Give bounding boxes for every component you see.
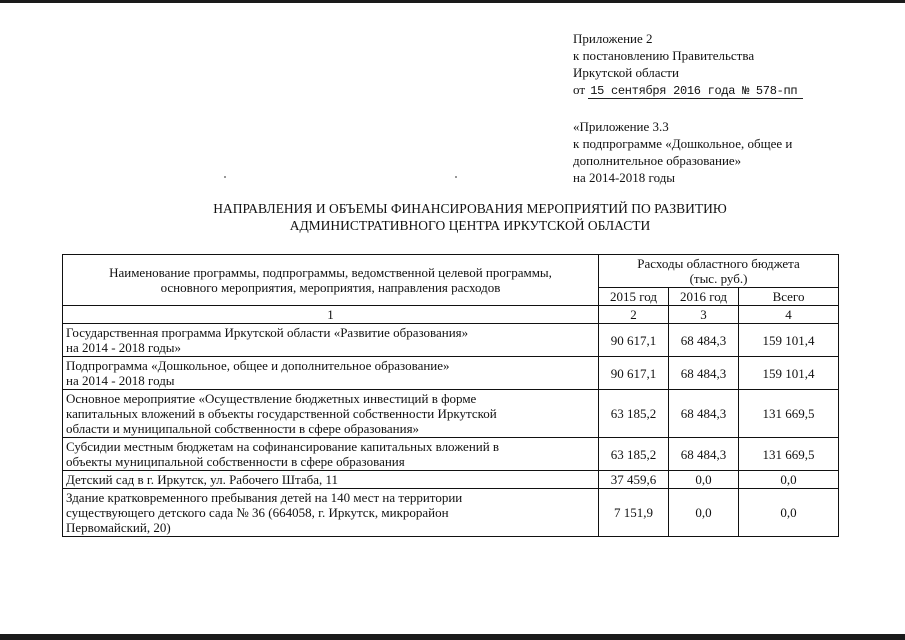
subannex-block	[573, 118, 873, 186]
row-name	[63, 390, 599, 438]
row-total-value: 159 101,4	[739, 357, 839, 390]
row-name	[63, 324, 599, 357]
table-row	[63, 357, 839, 390]
annex-line: Приложение 2	[573, 31, 653, 46]
row-2016-value: 0,0	[669, 471, 739, 489]
subannex-line: «Приложение 3.3	[573, 119, 669, 134]
table-row	[63, 390, 839, 438]
row-name	[63, 489, 599, 537]
row-2015-value: 90 617,1	[599, 324, 669, 357]
subannex-line: дополнительное образование»	[573, 153, 742, 168]
header-name-line: Наименование программы, подпрограммы, ведомственной целевой программы,	[109, 265, 552, 280]
column-numbering-row	[63, 306, 839, 324]
scan-edge-bottom	[0, 634, 905, 640]
decree-number: 15 сентября 2016 года № 578-пп	[588, 84, 803, 99]
financing-table	[62, 254, 839, 537]
decree-line	[573, 81, 873, 100]
row-name-line: Здание кратковременного пребывания детей на 140 мест на территории	[66, 490, 463, 505]
row-2015-value: 37 459,6	[599, 471, 669, 489]
row-total-value: 131 669,5	[739, 390, 839, 438]
table-header-row	[63, 255, 839, 288]
row-name-line: Государственная программа Иркутской области «Развитие образования»	[66, 325, 469, 340]
row-2015-value: 90 617,1	[599, 357, 669, 390]
scan-edge-top	[0, 0, 905, 3]
row-total-value: 159 101,4	[739, 324, 839, 357]
row-total-value: 0,0	[739, 471, 839, 489]
header-expenses-cell	[599, 255, 839, 288]
column-number: 2	[599, 306, 669, 324]
table-row	[63, 438, 839, 471]
row-name-line: на 2014 - 2018 годы	[66, 373, 175, 388]
row-name-line: объекты муниципальной собственности в сфере образования	[66, 454, 405, 469]
header-name-line: основного мероприятия, мероприятия, направления расходов	[160, 280, 501, 295]
row-name	[63, 438, 599, 471]
document-title	[150, 200, 790, 234]
row-total-value: 131 669,5	[739, 438, 839, 471]
row-2016-value: 68 484,3	[669, 438, 739, 471]
scan-speck	[224, 176, 226, 178]
subannex-line: на 2014-2018 годы	[573, 170, 676, 185]
subannex-line: к подпрограмме «Дошкольное, общее и	[573, 136, 793, 151]
row-2016-value: 68 484,3	[669, 390, 739, 438]
row-2015-value: 7 151,9	[599, 489, 669, 537]
row-2015-value: 63 185,2	[599, 438, 669, 471]
header-name-cell	[63, 255, 599, 306]
column-number: 1	[63, 306, 599, 324]
row-2016-value: 68 484,3	[669, 357, 739, 390]
scan-speck	[455, 176, 457, 178]
annex-line: Иркутской области	[573, 65, 679, 80]
row-name-line: Подпрограмма «Дошкольное, общее и дополнительное образование»	[66, 358, 450, 373]
column-number: 3	[669, 306, 739, 324]
decree-prefix: от	[573, 82, 586, 97]
row-name	[63, 471, 599, 489]
row-2016-value: 0,0	[669, 489, 739, 537]
row-name-line: на 2014 - 2018 годы»	[66, 340, 182, 355]
table-row	[63, 489, 839, 537]
header-2015: 2015 год	[599, 288, 669, 306]
row-name-line: Основное мероприятие «Осуществление бюджетных инвестиций в форме	[66, 391, 477, 406]
table-row	[63, 471, 839, 489]
row-name-line: капитальных вложений в объекты государственной собственности Иркутской	[66, 406, 497, 421]
annex-block	[573, 30, 873, 100]
title-line-2: АДМИНИСТРАТИВНОГО ЦЕНТРА ИРКУТСКОЙ ОБЛАСТИ	[289, 218, 651, 233]
table-row	[63, 324, 839, 357]
row-name-line: области и муниципальной собственности в сфере образования»	[66, 421, 420, 436]
row-name-line: существующего детского сада № 36 (664058, г. Иркутск, микрорайон	[66, 505, 449, 520]
title-line-1: НАПРАВЛЕНИЯ И ОБЪЕМЫ ФИНАНСИРОВАНИЯ МЕРОПРИЯТИЙ ПО РАЗВИТИЮ	[213, 201, 727, 216]
header-expenses-line: (тыс. руб.)	[689, 271, 748, 286]
row-2016-value: 68 484,3	[669, 324, 739, 357]
row-total-value: 0,0	[739, 489, 839, 537]
column-number: 4	[739, 306, 839, 324]
header-2016: 2016 год	[669, 288, 739, 306]
row-name-line: Детский сад в г. Иркутск, ул. Рабочего Штаба, 11	[66, 472, 339, 487]
row-name-line: Субсидии местным бюджетам на софинансирование капитальных вложений в	[66, 439, 500, 454]
row-name-line: Первомайский, 20)	[66, 520, 171, 535]
header-total: Всего	[739, 288, 839, 306]
row-2015-value: 63 185,2	[599, 390, 669, 438]
annex-line: к постановлению Правительства	[573, 48, 755, 63]
header-expenses-line: Расходы областного бюджета	[637, 256, 800, 271]
row-name	[63, 357, 599, 390]
